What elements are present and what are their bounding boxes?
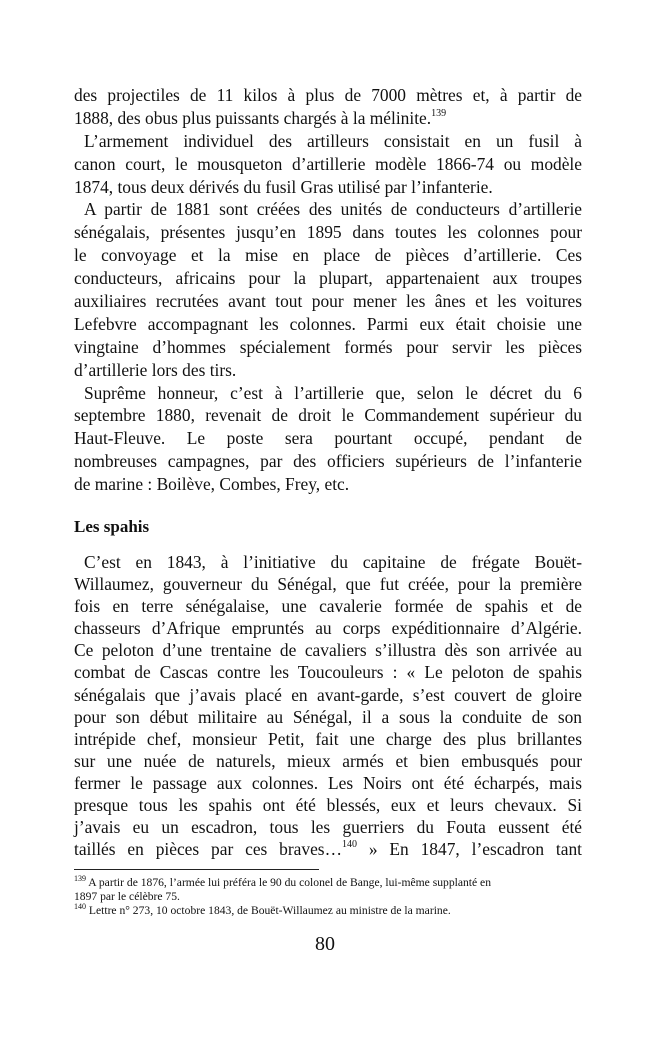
footnote-line: 1897 par le célèbre 75. — [74, 890, 180, 903]
text-line-content: » En 1847, l’escadron tant — [356, 839, 582, 860]
text-line — [74, 107, 582, 130]
text-line: chasseurs d’Afrique empruntés au corps expéditionnaire d’Algérie. — [74, 618, 582, 639]
text-line: sur une nuée de naturels, mieux armés et bien embusqués pour — [74, 750, 582, 771]
footnote-separator — [74, 869, 319, 870]
text-line-content: 1888, des obus plus puissants chargés à la mélinite. — [74, 107, 432, 128]
text-line-content: taillés en pièces par ces braves… — [74, 839, 342, 860]
page-number: 80 — [315, 933, 335, 955]
body-text-section-2 — [74, 551, 582, 860]
text-line: conducteurs, africains pour la plupart, appartenaient aux troupes — [74, 268, 582, 289]
text-line: nombreuses campagnes, par des officiers supérieurs de l’infanterie — [74, 451, 582, 472]
text-line: Haut-Fleuve. Le poste sera pourtant occupé, pendant de — [74, 428, 582, 449]
paragraph — [74, 198, 582, 381]
footnote-text: A partir de 1876, l’armée lui préféra le 90 du colonel de Bange, lui-même supplanté en — [86, 876, 491, 889]
text-line: Ce peloton d’une trentaine de cavaliers s’illustra dès son arrivée au — [74, 640, 582, 661]
paragraph — [74, 382, 582, 496]
paragraph — [74, 130, 582, 199]
footnote-ref-139[interactable]: 139 — [431, 107, 447, 119]
text-line: Lefebvre accompagnant les colonnes. Parmi eux était choisie une — [74, 313, 582, 334]
footnote-text: Lettre n° 273, 10 octobre 1843, de Bouët-Willaumez au ministre de la marine. — [86, 904, 451, 917]
footnote-139 — [74, 876, 584, 904]
text-line: sénégalais, présentes jusqu’en 1895 dans toutes les colonnes pour — [74, 222, 582, 243]
text-line: pour son début militaire au Sénégal, il a sous la conduite de son — [74, 706, 582, 727]
text-line: Willaumez, gouverneur du Sénégal, que fut créée, pour la première — [74, 574, 582, 595]
text-line: septembre 1880, revenait de droit le Commandement supérieur du — [74, 405, 582, 426]
text-line: vingtaine d’hommes spécialement formés pour servir les pièces — [74, 336, 582, 357]
body-text-section-1 — [74, 84, 582, 496]
text-line: intrépide chef, monsieur Petit, fait une charge des plus brillantes — [74, 728, 582, 749]
paragraph — [74, 551, 582, 860]
text-line: sénégalais que j’avais placé en avant-garde, s’est couvert de gloire — [74, 684, 582, 705]
text-line: j’avais eu un escadron, tous les guerriers du Fouta eussent été — [74, 817, 582, 838]
text-line: des projectiles de 11 kilos à plus de 7000 mètres et, à partir de — [74, 85, 582, 105]
footnote-140 — [74, 904, 584, 918]
text-line: auxiliaires recrutées avant tout pour mener les ânes et les voitures — [74, 291, 582, 312]
text-line: de marine : Boilève, Combes, Frey, etc. — [74, 474, 350, 495]
text-line: C’est en 1843, à l’initiative du capitaine de frégate Bouët- — [84, 552, 582, 572]
footnote-ref-140[interactable]: 140 — [341, 839, 357, 851]
text-line: canon court, le mousqueton d’artillerie modèle 1866-74 ou modèle — [74, 153, 582, 174]
footnotes — [74, 876, 584, 918]
text-line: d’artillerie lors des tirs. — [74, 359, 237, 380]
footnote-line — [74, 876, 584, 890]
text-line: fois en terre sénégalaise, une cavalerie formée de spahis et de — [74, 596, 582, 617]
footnote-number: 139 — [74, 874, 86, 883]
footnote-line — [74, 904, 584, 918]
text-line: le convoyage et la mise en place de pièces d’artillerie. Ces — [74, 245, 582, 266]
text-line: L’armement individuel des artilleurs consistait en un fusil à — [84, 130, 582, 151]
text-line — [74, 838, 582, 860]
text-line: Suprême honneur, c’est à l’artillerie que, selon le décret du 6 — [84, 382, 582, 403]
paragraph — [74, 84, 582, 130]
text-line: A partir de 1881 sont créées des unités de conducteurs d’artillerie — [84, 199, 582, 220]
footnote-number: 140 — [74, 902, 86, 911]
text-line: combat de Cascas contre les Toucouleurs : « Le peloton de spahis — [74, 662, 582, 683]
text-line: presque tous les spahis ont été blessés, eux et leurs chevaux. Si — [74, 795, 582, 816]
section-heading: Les spahis — [74, 517, 150, 536]
text-line: fermer le passage aux colonnes. Les Noirs ont été écharpés, mais — [74, 772, 582, 793]
text-line: 1874, tous deux dérivés du fusil Gras utilisé par l’infanterie. — [74, 176, 493, 197]
